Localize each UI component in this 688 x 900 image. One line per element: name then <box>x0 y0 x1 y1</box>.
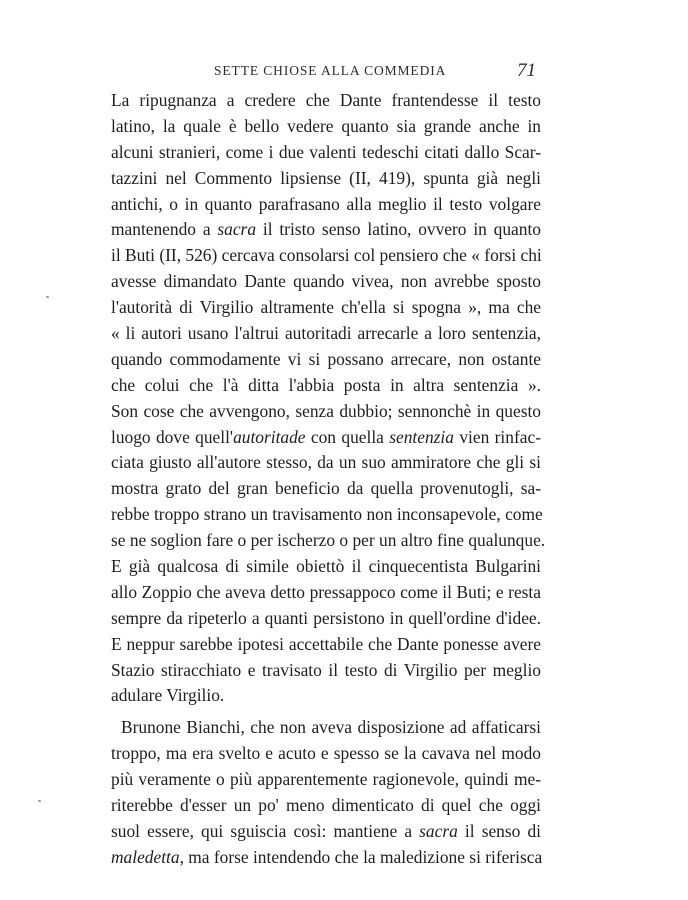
italic-term: sacra <box>217 219 257 240</box>
text-line: Stazio stiracchiato e travisato il testo di Virgilio per meglio <box>111 659 541 680</box>
text-line: quando commodamente vi si possano arrecare, non ostante <box>111 348 541 369</box>
text-line: luogo dove quell'autoritade con quella sentenzia vien rinfac- <box>111 426 541 447</box>
text-line: maledetta, ma forse intendendo che la maledizione si riferisca <box>111 846 543 867</box>
text-line: l'autorità di Virgilio altramente ch'ella si spogna », ma che <box>111 297 541 318</box>
text-line: alcuni stranieri, come i due valenti tedeschi citati dallo Scar- <box>111 141 541 162</box>
body-text <box>111 88 546 871</box>
text-line: La ripugnanza a credere che Dante frantendesse il testo <box>111 90 541 110</box>
text-line: sempre da ripeterlo a quanti persistono in quell'ordine d'idee. <box>111 607 541 628</box>
text-line: latino, la quale è bello vedere quanto sia grande anche in <box>111 115 541 136</box>
italic-term: autoritade <box>233 426 306 447</box>
text-line: suol essere, qui sguiscia così: mantiene a sacra il senso di <box>111 820 541 841</box>
scan-speck <box>46 296 49 298</box>
text-line: se ne soglion fare o per ischerzo o per un altro fine qualunque. <box>111 530 546 551</box>
text-line: ciata giusto all'autore stesso, da un suo ammiratore che gli si <box>111 452 541 473</box>
text-line: il Buti (II, 526) cercava consolarsi col pensiero che « forsi chi <box>111 245 542 266</box>
text-line: troppo, ma era svelto e acuto e spesso se la cavava nel modo <box>111 743 541 764</box>
text-line: allo Zoppio che aveva detto pressappoco come il Buti; e resta <box>111 581 541 602</box>
text-line: mostra grato del gran beneficio da quella provenutogli, sa- <box>111 478 541 499</box>
text-line: E neppur sarebbe ipotesi accettabile che Dante ponesse avere <box>111 633 541 654</box>
text-line: antichi, o in quanto parafrasano alla meglio il testo volgare <box>111 193 541 214</box>
text-line: tazzini nel Commento lipsiense (II, 419), spunta già negli <box>111 167 541 188</box>
text-line: adulare Virgilio. <box>111 685 225 706</box>
text-line: più veramente o più apparentemente ragionevole, quindi me- <box>111 769 541 790</box>
text-line: avesse dimandato Dante quando vivea, non avrebbe sposto <box>111 271 541 292</box>
page-number: 71 <box>517 60 536 81</box>
text-line: Son cose che avvengono, senza dubbio; sennonchè in questo <box>111 400 541 421</box>
scan-speck <box>38 800 41 802</box>
italic-term: maledetta <box>111 846 180 867</box>
text-line: riterebbe d'esser un po' meno dimenticato di quel che oggi <box>111 795 541 816</box>
italic-term: sacra <box>419 820 458 841</box>
text-line: che colui che l'à ditta l'abbia posta in altra sentenzia ». <box>111 374 541 395</box>
text-line: Brunone Bianchi, che non aveva disposizione ad affaticarsi <box>121 717 541 738</box>
running-title: SETTE CHIOSE ALLA COMMEDIA <box>214 63 447 78</box>
italic-term: sentenzia <box>389 426 454 447</box>
text-line: E già qualcosa di simile obiettò il cinquecentista Bulgarini <box>111 556 541 577</box>
running-header <box>0 60 688 84</box>
text-line: mantenendo a sacra il tristo senso latino, ovvero in quanto <box>111 219 542 240</box>
text-line: rebbe troppo strano un travisamento non inconsapevole, come <box>111 504 543 525</box>
text-line: « li autori usano l'altrui autoritadi arrecarle a loro sentenzia, <box>111 323 541 344</box>
